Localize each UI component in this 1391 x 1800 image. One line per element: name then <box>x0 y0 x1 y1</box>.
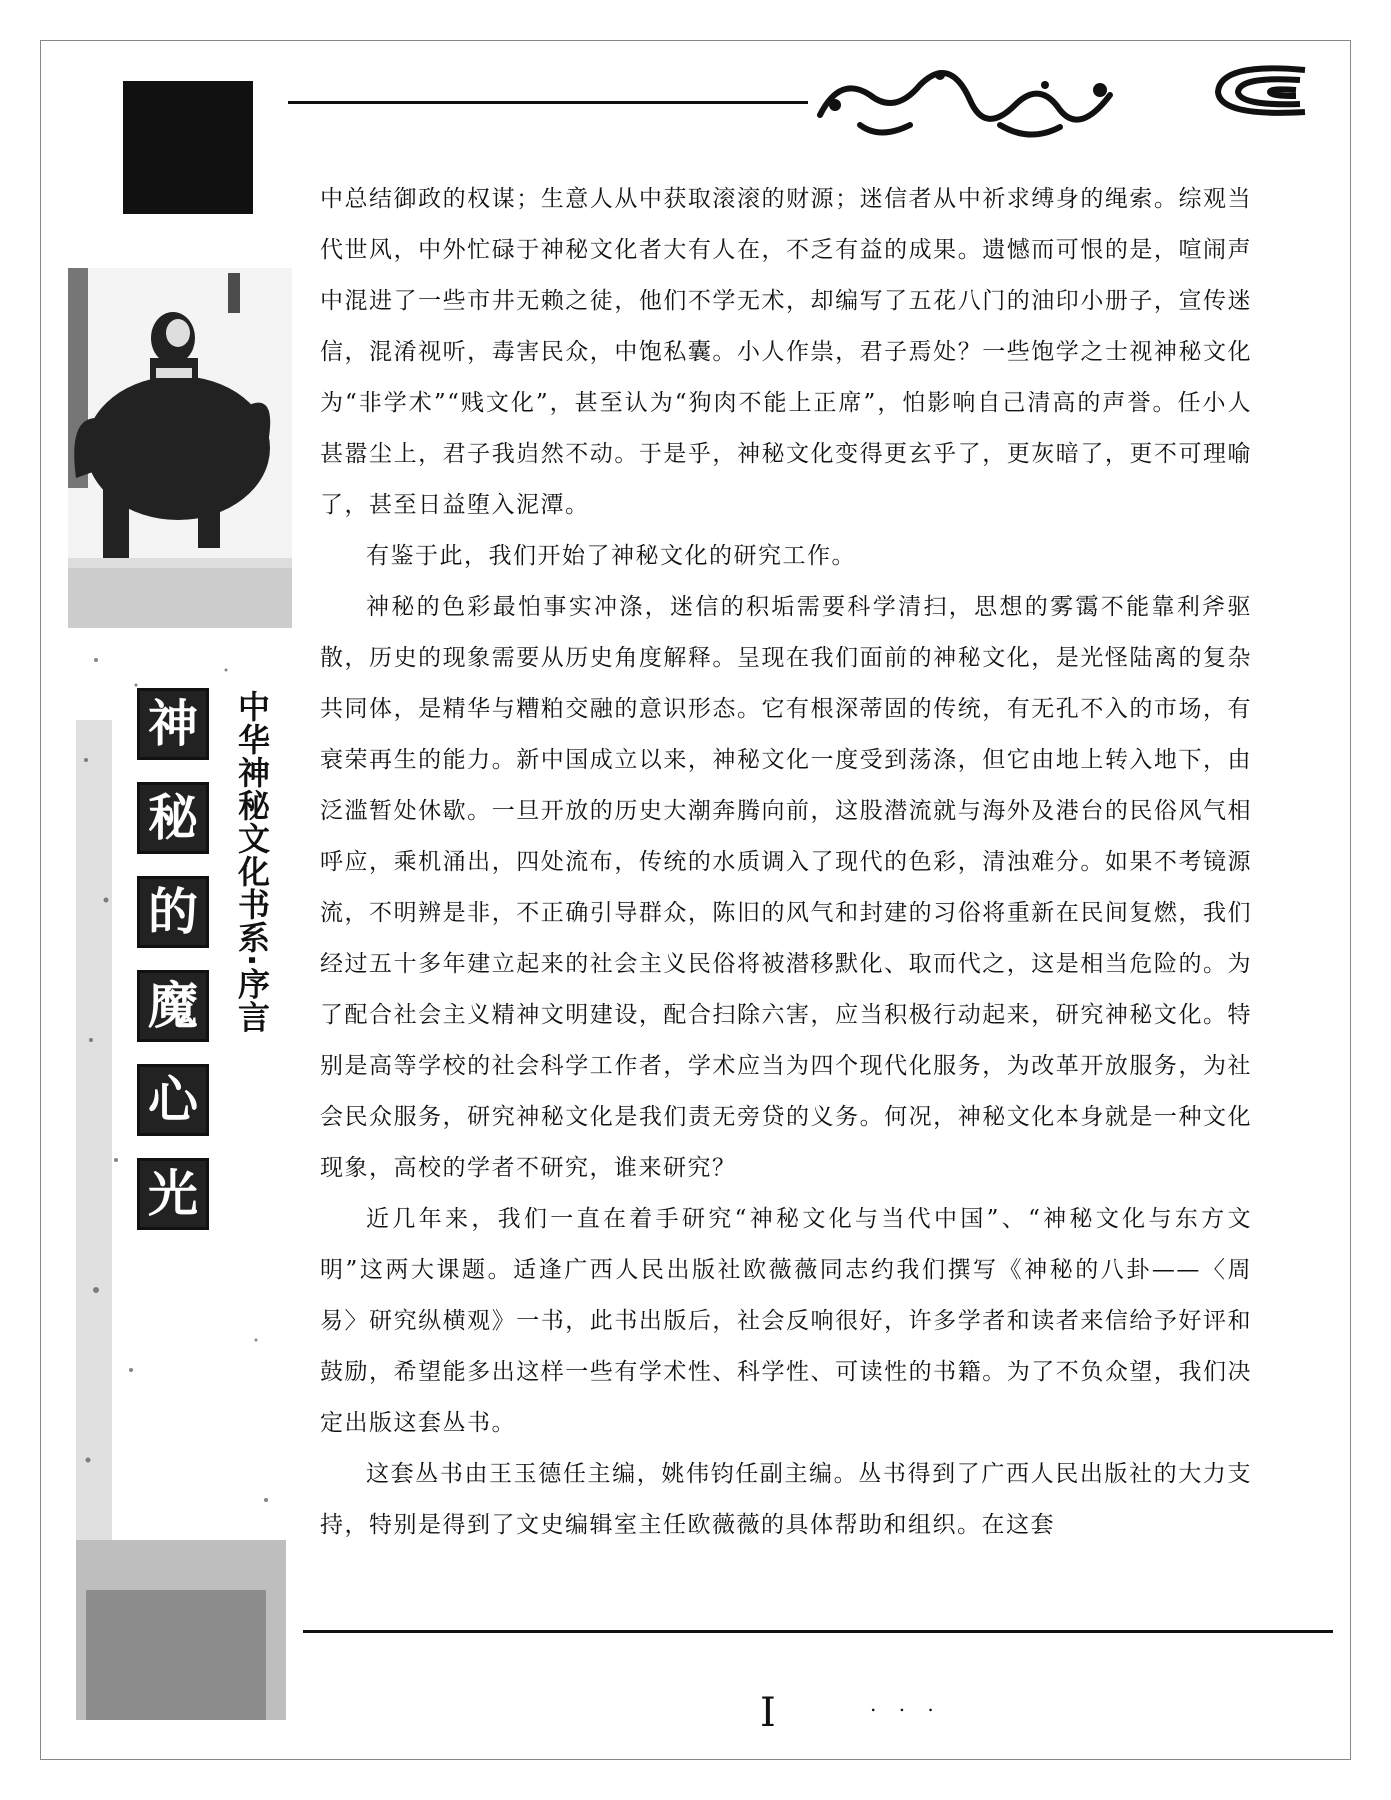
header-rule <box>288 101 808 104</box>
dragon-ornament <box>800 55 1140 145</box>
footer-rule <box>303 1630 1333 1633</box>
paragraph: 神秘的色彩最怕事实冲涤，迷信的积垢需要科学清扫，思想的雾霭不能靠利斧驱散，历史的现象需要从历史角度解释。呈现在我们面前的神秘文化，是光怪陆离的复杂共同体，是精华与糟粕交融的意识形态。它有根深蒂固的传统，有无孔不入的市场，有衰荣再生的能力。新中国成立以来，神秘文化一度受到荡涤，但它由地上转入地下，由泛滥暂处休歇。一旦开放的历史大潮奔腾向前，这股潜流就与海外及港台的民俗风气相呼应，乘机涌出，四处流布，传统的水质调入了现代的色彩，清浊难分。如果不考镜源流，不明辨是非，不正确引导群众，陈旧的风气和封建的习俗将重新在民间复燃，我们经过五十多年建立起来的社会主义民俗将被潜移默化、取而代之，这是相当危险的。为了配合社会主义精神文明建设，配合扫除六害，应当积极行动起来，研究神秘文化。特别是高等学校的社会科学工作者，学术应当为四个现代化服务，为改革开放服务，为社会民众服务，研究神秘文化是我们责无旁贷的义务。何况，神秘文化本身就是一种文化现象，高校的学者不研究，谁来研究？ <box>320 594 1252 1181</box>
title-char: 秘 <box>137 782 209 854</box>
swirl-ornament <box>1210 62 1315 120</box>
vertical-title <box>137 688 209 1252</box>
paragraph: 中总结御政的权谋；生意人从中获取滚滚的财源；迷信者从中祈求缚身的绳索。综观当代世风，中外忙碌于神秘文化者大有人在，不乏有益的成果。遗憾而可恨的是，喧闹声中混进了一些市井无赖之徒，他们不学无术，却编写了五花八门的油印小册子，宣传迷信，混淆视听，毒害民众，中饱私囊。小人作祟，君子焉处？一些饱学之士视神秘文化为“非学术”“贱文化”，甚至认为“狗肉不能上正席”，怕影响自己清高的声誉。任小人甚嚣尘上，君子我岿然不动。于是乎，神秘文化变得更玄乎了，更灰暗了，更不可理喻了，甚至日益堕入泥潭。 <box>320 186 1252 518</box>
title-char: 神 <box>137 688 209 760</box>
title-char: 的 <box>137 876 209 948</box>
paragraph: 有鉴于此，我们开始了神秘文化的研究工作。 <box>366 543 856 569</box>
title-char: 心 <box>137 1064 209 1136</box>
paragraph: 近几年来，我们一直在着手研究“神秘文化与当代中国”、“神秘文化与东方文明”这两大课题。适逢广西人民出版社欧薇薇同志约我们撰写《神秘的八卦——〈周易〉研究纵横观》一书，此书出版后，社会反响很好，许多学者和读者来信给予好评和鼓励，希望能多出这样一些有学术性、科学性、可读性的书籍。为了不负众望，我们决定出版这套丛书。 <box>320 1206 1252 1436</box>
title-char: 魔 <box>137 970 209 1042</box>
title-char: 光 <box>137 1158 209 1230</box>
page-number: I <box>760 1690 776 1736</box>
series-title: 中华神秘文化书系·序言 <box>233 690 271 1034</box>
figure-riding-buffalo-image <box>68 268 292 628</box>
body-text <box>320 174 1252 1551</box>
paragraph: 这套丛书由王玉德任主编，姚伟钧任副主编。丛书得到了广西人民出版社的大力支持，特别是得到了文史编辑室主任欧薇薇的具体帮助和组织。在这套 <box>320 1461 1252 1538</box>
black-block <box>123 81 253 214</box>
footer-marks: . . . <box>870 1692 942 1716</box>
